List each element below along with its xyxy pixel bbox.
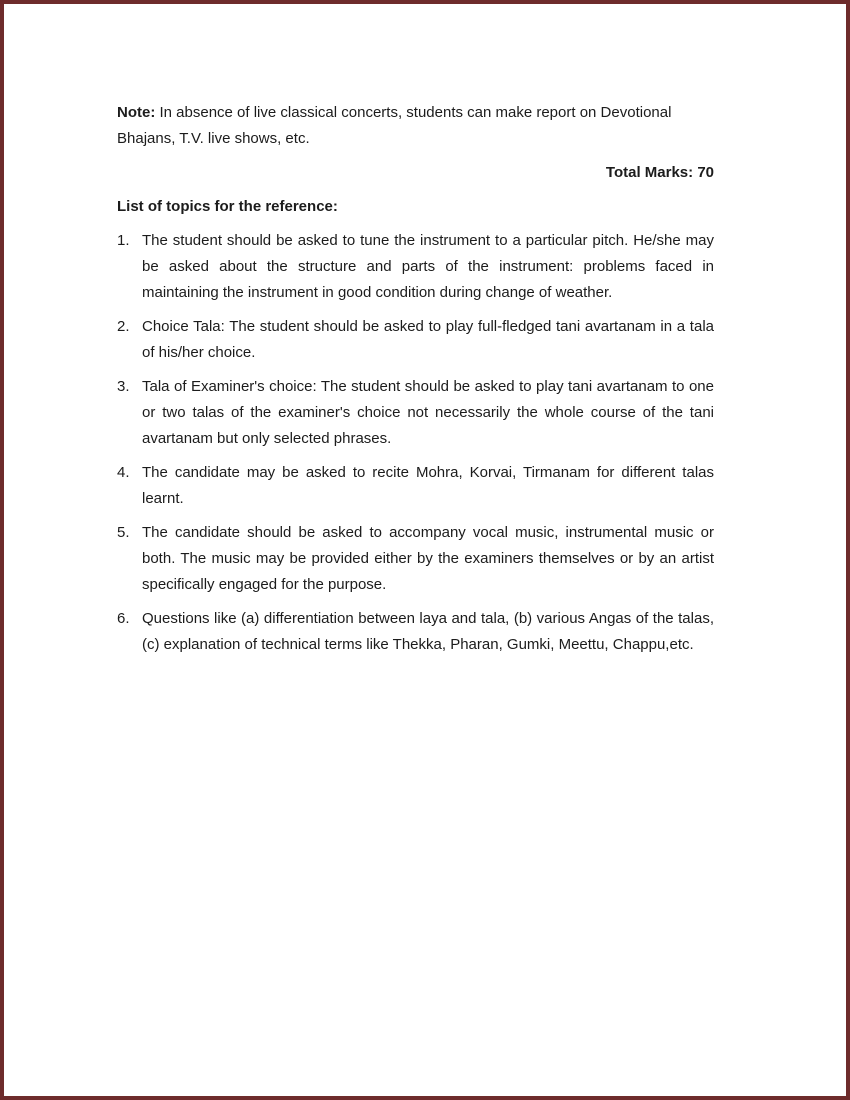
topic-number: 1. xyxy=(117,232,130,249)
topic-number: 2. xyxy=(117,318,130,335)
topic-item-1 xyxy=(117,228,714,306)
topic-text: The candidate should be asked to accompany vocal music, instrumental music or both. The music may be provided either by the examiners themselves or by an artist specifically engaged for the purpose. xyxy=(142,524,714,593)
topic-text: Tala of Examiner's choice: The student should be asked to play tani avartanam to one or two talas of the examiner's choice not necessarily the whole course of the tani avartanam but only selected phrases. xyxy=(142,378,714,447)
topic-item-5 xyxy=(117,520,714,598)
topic-text: The student should be asked to tune the instrument to a particular pitch. He/she may be asked about the structure and parts of the instrument: problems faced in maintaining the instrument in good condition during change of weather. xyxy=(142,232,714,301)
note-text: In absence of live classical concerts, students can make report on Devotional Bhajans, T.V. live shows, etc. xyxy=(117,104,672,147)
topic-item-3 xyxy=(117,374,714,452)
topic-item-4 xyxy=(117,460,714,512)
note-label: Note: xyxy=(117,104,156,121)
topic-text: The candidate may be asked to recite Mohra, Korvai, Tirmanam for different talas learnt. xyxy=(142,464,714,507)
total-marks: Total Marks: 70 xyxy=(605,164,714,181)
topic-item-6 xyxy=(117,606,714,658)
topic-item-2 xyxy=(117,314,714,366)
page-content xyxy=(4,4,846,658)
topic-number: 6. xyxy=(117,610,130,627)
topic-number: 3. xyxy=(117,378,130,395)
topic-text: Choice Tala: The student should be asked to play full-fledged tani avartanam in a tala of his/her choice. xyxy=(142,318,714,361)
topic-number: 5. xyxy=(117,524,130,541)
note-paragraph xyxy=(117,100,714,152)
topics-list xyxy=(117,228,714,658)
topic-number: 4. xyxy=(117,464,130,481)
topic-text: Questions like (a) differentiation between laya and tala, (b) various Angas of the talas, (c) explanation of technical terms like Thekka, Pharan, Gumki, Meettu, Chappu,etc. xyxy=(142,610,714,653)
list-heading: List of topics for the reference: xyxy=(117,198,338,215)
